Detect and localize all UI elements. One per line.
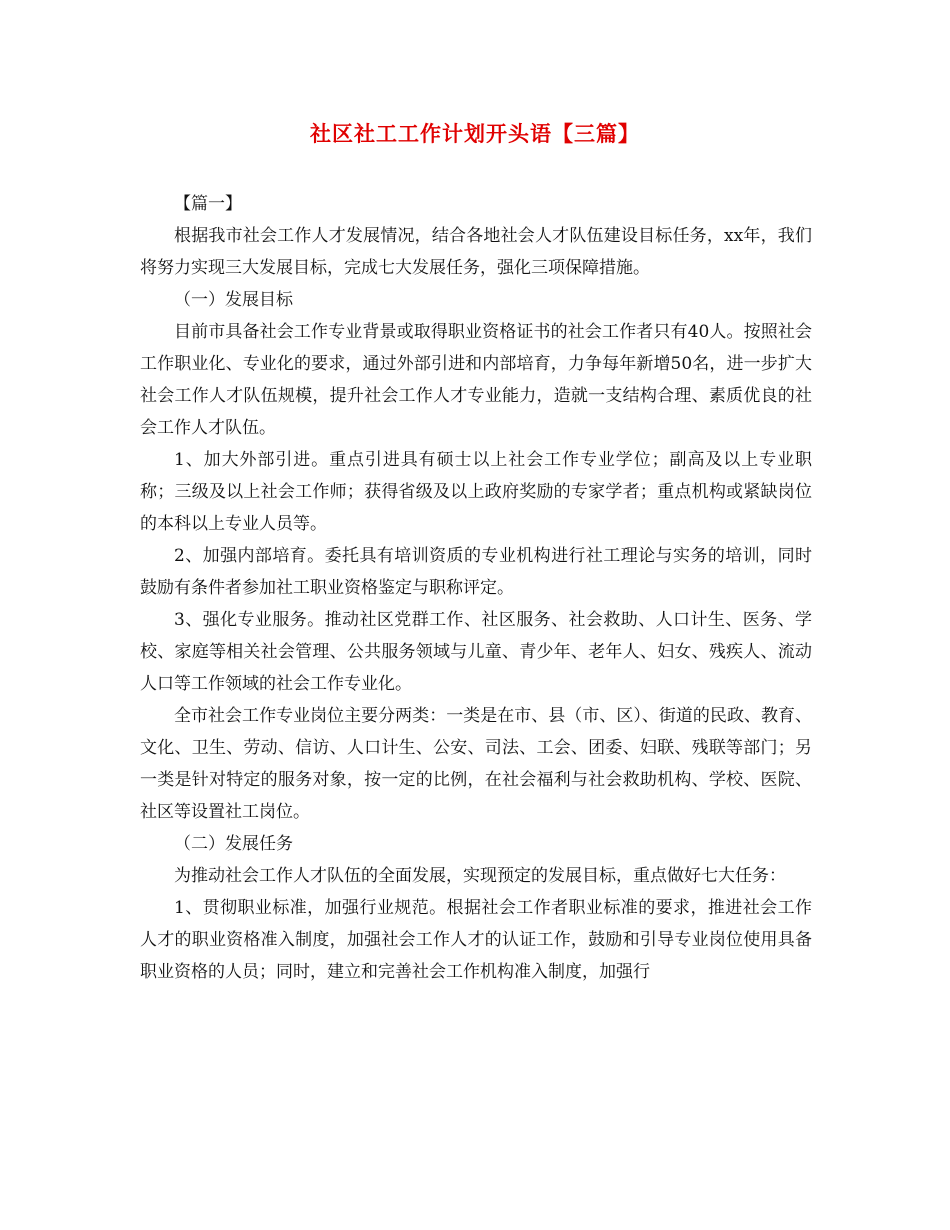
paragraph: 目前市具备社会工作专业背景或取得职业资格证书的社会工作者只有40人。按照社会工作职业化、专业化的要求，通过外部引进和内部培育，力争每年新增50名，进一步扩大社会工作人才队伍规模，提升社会工作人才专业能力，造就一支结构合理、素质优良的社会工作人才队伍。 bbox=[140, 322, 812, 438]
paragraph: 全市社会工作专业岗位主要分两类：一类是在市、县（市、区）、街道的民政、教育、文化、卫生、劳动、信访、人口计生、公安、司法、工会、团委、妇联、残联等部门；另一类是针对特定的服务对象，按一定的比例，在社会福利与社会救助机构、学校、医院、社区等设置社工岗位。 bbox=[140, 706, 812, 822]
document-title: 社区社工工作计划开头语【三篇】 bbox=[310, 121, 640, 146]
paragraph-subheading: （二）发展任务 bbox=[174, 834, 293, 854]
paragraph-subheading: （一）发展目标 bbox=[174, 290, 293, 310]
paragraph-section-heading: 【篇一】 bbox=[174, 194, 242, 214]
paragraph: 根据我市社会工作人才发展情况，结合各地社会人才队伍建设目标任务，xx年，我们将努力实现三大发展目标，完成七大发展任务，强化三项保障措施。 bbox=[140, 226, 812, 278]
paragraph: 2、加强内部培育。委托具有培训资质的专业机构进行社工理论与实务的培训，同时鼓励有条件者参加社工职业资格鉴定与职称评定。 bbox=[140, 546, 812, 598]
document-body bbox=[140, 188, 812, 988]
paragraph: 1、贯彻职业标准，加强行业规范。根据社会工作者职业标准的要求，推进社会工作人才的职业资格准入制度，加强社会工作人才的认证工作，鼓励和引导专业岗位使用具备职业资格的人员；同时，建立和完善社会工作机构准入制度，加强行 bbox=[140, 898, 812, 982]
paragraph: 为推动社会工作人才队伍的全面发展，实现预定的发展目标，重点做好七大任务： bbox=[174, 866, 786, 886]
paragraph: 1、加大外部引进。重点引进具有硕士以上社会工作专业学位；副高及以上专业职称；三级及以上社会工作师；获得省级及以上政府奖励的专家学者；重点机构或紧缺岗位的本科以上专业人员等。 bbox=[140, 450, 812, 534]
paragraph: 3、强化专业服务。推动社区党群工作、社区服务、社会救助、人口计生、医务、学校、家庭等相关社会管理、公共服务领域与儿童、青少年、老年人、妇女、残疾人、流动人口等工作领域的社会工作专业化。 bbox=[140, 610, 812, 694]
